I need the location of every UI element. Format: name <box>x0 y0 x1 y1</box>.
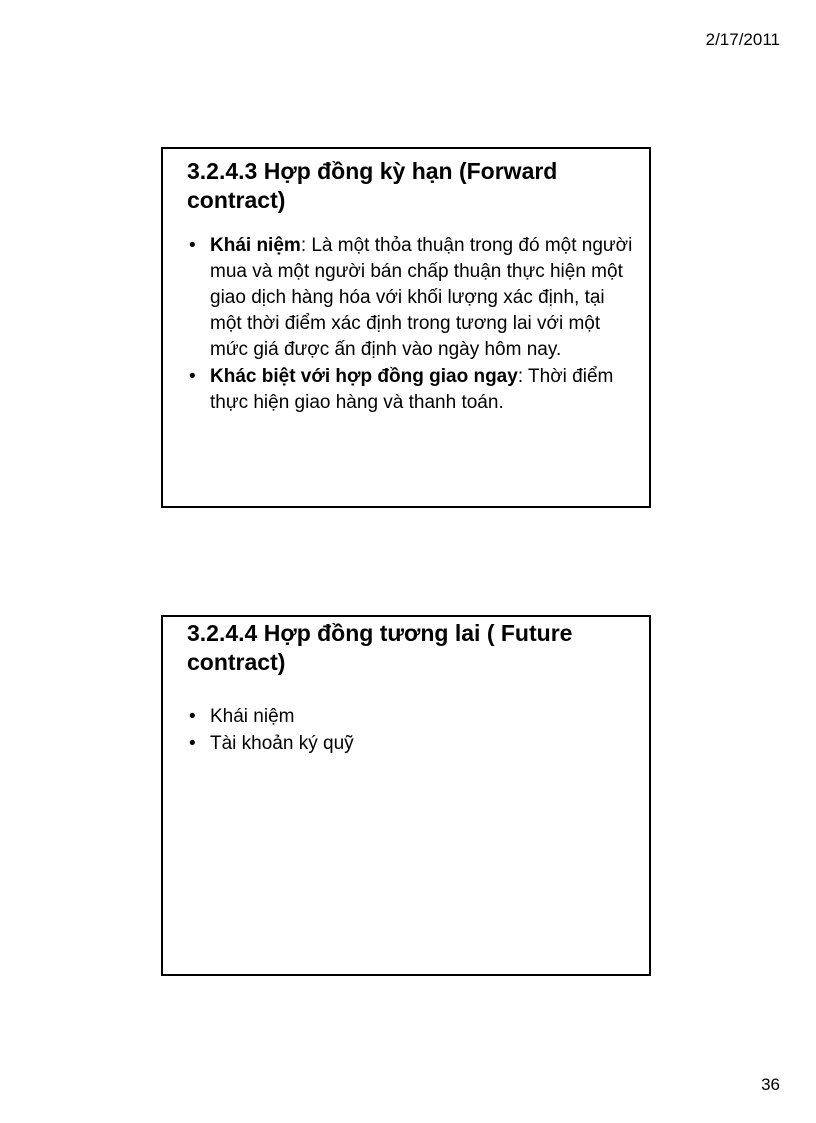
bullet-item-definition <box>189 233 635 363</box>
bullet-icon: • <box>189 235 196 256</box>
page-number: 36 <box>761 1075 780 1094</box>
bullet-icon: • <box>189 366 196 387</box>
slide-forward-contract <box>161 147 651 508</box>
bullet-text: Tài khoản ký quỹ <box>210 733 354 754</box>
bullet-item-definition <box>189 704 635 730</box>
bullet-list <box>189 233 635 417</box>
bullet-term: Khái niệm <box>210 235 301 256</box>
bullet-text: : Là một thỏa thuận trong đó một người mua và một người bán chấp thuận thực hiện một giao dịch hàng hóa với khối lượng xác định, tại một thời điểm xác định trong tương lai với một mức giá được ấn định vào ngày hôm nay. <box>210 235 633 360</box>
bullet-text: Khái niệm <box>210 706 295 727</box>
bullet-text: : Thời điểm thực hiện giao hàng và thanh toán. <box>210 366 614 413</box>
bullet-list <box>189 704 635 758</box>
bullet-icon: • <box>189 706 196 727</box>
bullet-item-margin-account <box>189 731 635 757</box>
header-date: 2/17/2011 <box>705 30 780 49</box>
slide-future-contract <box>161 615 651 976</box>
bullet-term: Khác biệt với hợp đồng giao ngay <box>210 366 518 387</box>
slide-title: 3.2.4.3 Hợp đồng kỳ hạn (Forward contract) <box>187 158 558 213</box>
bullet-icon: • <box>189 733 196 754</box>
slide-title: 3.2.4.4 Hợp đồng tương lai ( Future contract) <box>187 620 573 675</box>
bullet-item-difference <box>189 364 635 416</box>
